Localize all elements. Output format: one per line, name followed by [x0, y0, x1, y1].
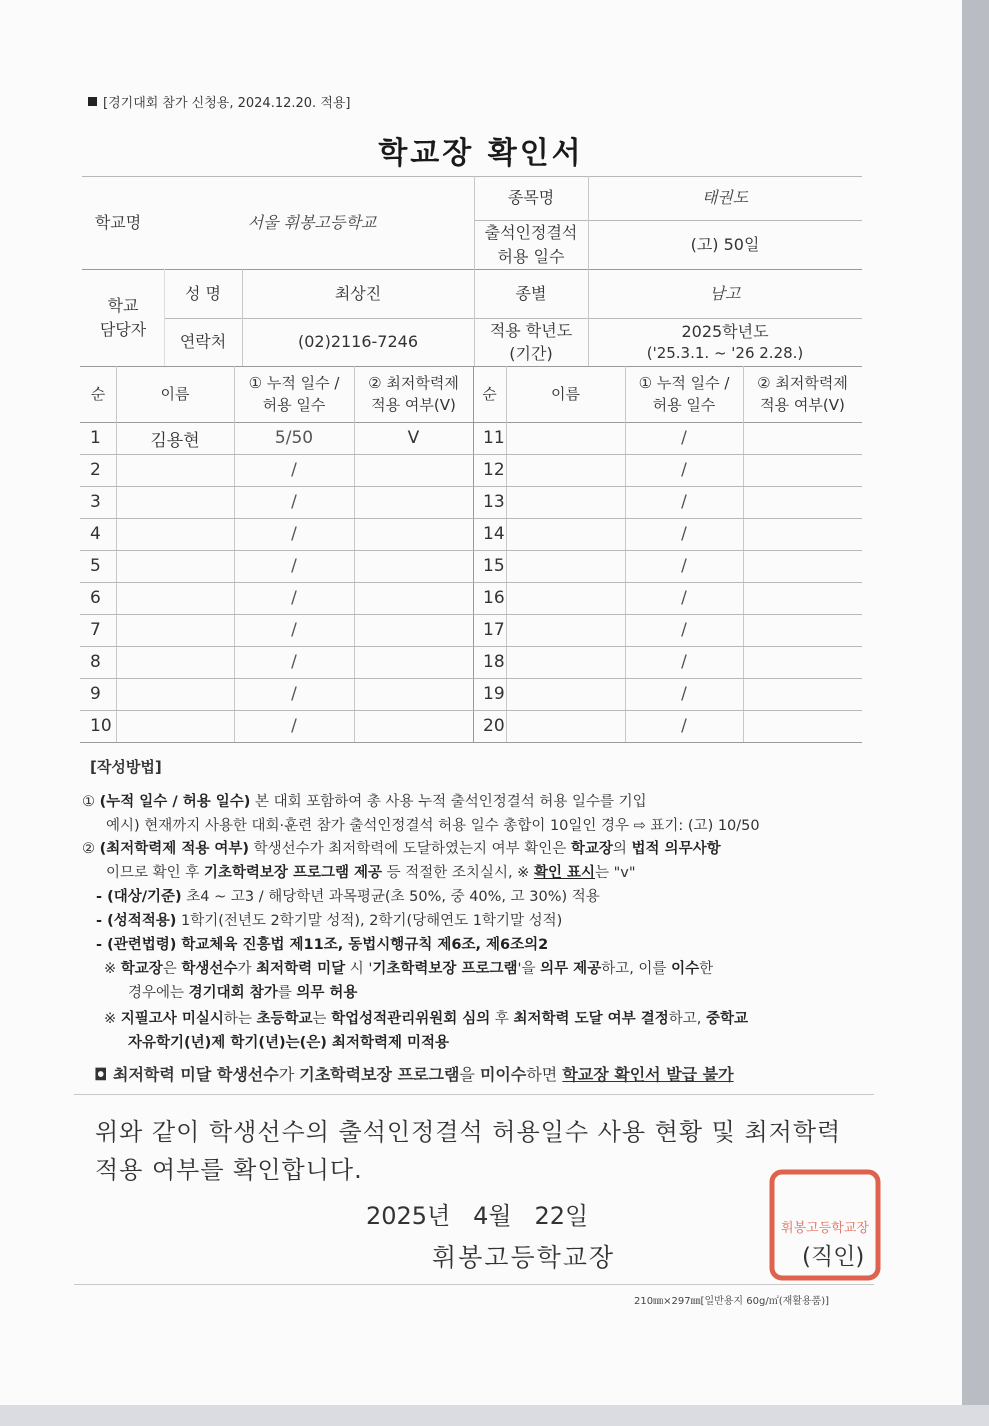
roster-left-row-name	[116, 614, 234, 646]
contact-value: (02)2116-7246	[297, 332, 419, 352]
roster-left-row-days: /	[291, 716, 297, 736]
year-value-line1: 2025학년도	[681, 321, 769, 341]
roster-right-row-no: 15	[483, 556, 505, 576]
header-min-line1: ② 최저학력제	[757, 373, 848, 392]
roster-right-row-days: /	[681, 684, 687, 704]
l8-k: 하고, 이를	[601, 961, 672, 977]
l8-e: 가	[237, 961, 257, 977]
roster-left-row-name	[116, 486, 234, 518]
l10-h: 최저학력 도달 여부 결정	[513, 1011, 669, 1027]
instruction-3-text-c: 의	[612, 841, 632, 857]
instruction-7-bold: - (관련법령) 학교체육 진흥법 제11조, 동법시행규칙 제6조, 제6조의2	[96, 937, 549, 953]
roster-right-row-days: /	[681, 620, 687, 640]
roster-right-row-no: 11	[483, 428, 505, 448]
l8-j: 의무 제공	[540, 961, 602, 977]
year-value	[588, 318, 862, 366]
l10-i: 하고,	[668, 1011, 706, 1027]
instruction-line-10	[104, 1007, 748, 1028]
roster-left-row-no: 10	[90, 716, 112, 736]
manager-label-line1: 학교	[107, 296, 139, 316]
header-note	[88, 92, 351, 111]
allowed-days-label-line1: 출석인정결석	[484, 223, 578, 243]
instruction-line-8	[104, 957, 713, 978]
allowed-days-label	[474, 220, 588, 269]
notice-line	[94, 1062, 734, 1085]
roster-left-row-name	[116, 678, 234, 710]
header-min-left	[354, 366, 473, 422]
roster-left-row-name	[116, 646, 234, 678]
instruction-line-2: 예시) 현재까지 사용한 대회·훈련 참가 출석인정결석 허용 일수 총합이 10일인 경우 ⇨ 표기: (고) 10/50	[106, 818, 760, 834]
roster-left-row-days: /	[291, 492, 297, 512]
student-roster-table	[80, 366, 862, 742]
roster-left-row-days: /	[291, 460, 297, 480]
l10-c: 하는	[223, 1011, 257, 1027]
page-edge-bottom	[0, 1405, 989, 1426]
instruction-line-4	[106, 861, 636, 882]
l8-i: '을	[517, 961, 541, 977]
roster-left-row-days: /	[291, 556, 297, 576]
l9-d: 의무 허용	[296, 985, 358, 1001]
roster-left-row-check	[354, 518, 473, 550]
allowed-days-label-line2: 허용 일수	[497, 246, 565, 266]
l9-a: 경우에는	[128, 985, 189, 1001]
instruction-4-text-e: 는 "v"	[595, 865, 636, 881]
roster-right-row-check	[743, 678, 862, 710]
header-no-left: 순	[90, 384, 106, 403]
l10-g: 후	[490, 1011, 514, 1027]
issue-date: 2025년 4월 22일	[366, 1202, 589, 1230]
roster-left-row-no: 1	[90, 428, 101, 448]
notice-e: 미이수	[479, 1065, 527, 1084]
school-name-label: 학교명	[94, 212, 142, 232]
instruction-line-1	[82, 790, 647, 811]
instruction-line-11	[128, 1031, 449, 1052]
principal-name: 휘봉고등학교장	[432, 1243, 616, 1272]
instruction-3-bold: (최저학력제 적용 여부)	[99, 841, 250, 857]
seal-label: (직인)	[802, 1244, 865, 1270]
instruction-4-bold-d: 확인 표시	[533, 865, 596, 881]
instruction-1-bold: (누적 일수 / 허용 일수)	[99, 794, 251, 810]
roster-left-row-no: 7	[90, 620, 101, 640]
notice-c: 기초학력보장 프로그램	[299, 1065, 460, 1084]
roster-left-row-check	[354, 678, 473, 710]
roster-left-row-no: 4	[90, 524, 101, 544]
roster-right-row-name	[506, 678, 625, 710]
roster-right-row-name	[506, 486, 625, 518]
roster-right-row-days: /	[681, 588, 687, 608]
l9-c: 를	[277, 985, 297, 1001]
seal-text: 휘봉고등학교장	[781, 1221, 869, 1236]
instruction-line-3	[82, 837, 721, 858]
roster-left-row-no: 5	[90, 556, 101, 576]
l9-b: 경기대회 참가	[188, 985, 278, 1001]
page-edge-right	[962, 0, 989, 1426]
roster-left-row-name: 김용현	[150, 430, 200, 451]
roster-right-row-check	[743, 486, 862, 518]
roster-right-row-check	[743, 422, 862, 454]
roster-right-row-name	[506, 422, 625, 454]
year-label-line2: (기간)	[509, 344, 553, 363]
instructions-heading: [작성방법]	[90, 758, 162, 776]
roster-left-row-name	[116, 454, 234, 486]
roster-left-row-days: /	[291, 652, 297, 672]
header-no-right: 순	[482, 384, 497, 403]
notice-b: 가	[278, 1065, 300, 1084]
header-days-line1: ① 누적 일수 /	[638, 373, 730, 392]
roster-left-row-days: /	[291, 524, 297, 544]
roster-left-row-no: 9	[90, 684, 101, 704]
instruction-line-6	[96, 909, 562, 930]
manager-label-line2: 담당자	[99, 319, 147, 339]
roster-right-row-name	[506, 582, 625, 614]
roster-right-row-no: 17	[483, 620, 505, 640]
roster-right-row-days: /	[681, 556, 687, 576]
l8-b: 학교장	[120, 961, 163, 977]
notice-f: 하면	[526, 1065, 563, 1084]
instruction-5-text: 초4 ~ 고3 / 해당학년 과목평균(초 50%, 중 40%, 고 30%) 적용	[181, 889, 600, 905]
header-min-line2: 적용 여부(V)	[760, 396, 845, 414]
l8-l: 이수	[671, 961, 700, 977]
type-label: 종별	[515, 283, 547, 303]
school-name-value: 서울 휘봉고등학교	[247, 212, 377, 232]
roster-right-row-name	[506, 710, 625, 742]
header-name-left: 이름	[160, 384, 190, 403]
header-min-right	[743, 366, 862, 422]
name-label: 성 명	[185, 283, 221, 303]
roster-right-row-no: 19	[483, 684, 505, 704]
roster-right-row-days: /	[681, 460, 687, 480]
header-days-line1: ① 누적 일수 /	[248, 373, 340, 392]
paper-spec: 210㎜×297㎜[일반용지 60g/㎡(재활용품)]	[634, 1296, 830, 1307]
roster-right-row-name	[506, 646, 625, 678]
instruction-line-5	[96, 885, 600, 906]
notice-g: 학교장 확인서 발급 불가	[562, 1065, 734, 1084]
roster-right-row-no: 13	[483, 492, 505, 512]
confirm-line-1: 위와 같이 학생선수의 출석인정결석 허용일수 사용 현황 및 최저학력	[95, 1118, 842, 1146]
year-label-line1: 적용 학년도	[489, 320, 573, 340]
document-title: 학교장 확인서	[378, 136, 584, 171]
roster-left-row-name	[116, 550, 234, 582]
checkbox-square-icon: ◘	[94, 1065, 114, 1084]
roster-right-row-name	[506, 454, 625, 486]
l8-d: 학생선수	[181, 961, 238, 977]
l10-f: 학업성적관리위원회 심의	[331, 1011, 491, 1027]
roster-right-row-days: /	[681, 428, 687, 448]
instruction-4-text-c: 등 적절한 조치실시, ※	[382, 865, 534, 881]
roster-left-row-check	[354, 646, 473, 678]
roster-right-row-no: 16	[483, 588, 505, 608]
notice-d: 을	[459, 1065, 480, 1084]
roster-left-row-check	[354, 486, 473, 518]
roster-right-row-check	[743, 454, 862, 486]
roster-right-row-days: /	[681, 652, 687, 672]
roster-left-row-check	[354, 454, 473, 486]
header-days-line2: 허용 일수	[652, 396, 716, 414]
l8-m: 한	[699, 961, 714, 977]
roster-left-row-name	[116, 518, 234, 550]
school-info-table	[82, 176, 862, 366]
roster-left-row-check	[354, 550, 473, 582]
header-name-right: 이름	[551, 384, 580, 403]
l11-text: 자유학기(년)제 학기(년)는(은) 최저학력제 미적용	[128, 1035, 450, 1051]
l10-a: ※	[104, 1011, 121, 1027]
header-min-line2: 적용 여부(V)	[371, 396, 456, 414]
roster-left-row-days: /	[291, 620, 297, 640]
roster-right-row-no: 20	[483, 716, 505, 736]
instruction-3-bold-b: 학교장	[570, 841, 613, 857]
header-note-text: [경기대회 참가 신청용, 2024.12.20. 적용]	[103, 96, 351, 111]
notice-a: 최저학력 미달 학생선수	[113, 1065, 279, 1084]
roster-left-row-no: 2	[90, 460, 101, 480]
roster-right-row-days: /	[681, 524, 687, 544]
instruction-4-bold-b: 기초학력보장 프로그램 제공	[203, 865, 383, 881]
l10-e: 는	[312, 1011, 332, 1027]
instruction-3-bold-d: 법적 의무사항	[631, 841, 721, 857]
roster-left-row-no: 3	[90, 492, 101, 512]
roster-right-row-check	[743, 710, 862, 742]
name-value: 최상진	[334, 283, 382, 303]
contact-label: 연락처	[179, 332, 227, 352]
instruction-6-bold: - (성적적용)	[96, 913, 177, 929]
roster-right-row-days: /	[681, 492, 687, 512]
roster-right-row-name	[506, 550, 625, 582]
header-min-line1: ② 최저학력제	[368, 373, 459, 392]
roster-right-row-check	[743, 582, 862, 614]
roster-right-row-name	[506, 614, 625, 646]
roster-right-row-check	[743, 550, 862, 582]
l8-g: 시 '	[345, 961, 373, 977]
confirm-line-2: 적용 여부를 확인합니다.	[95, 1156, 363, 1184]
instruction-4-text-a: 이므로 확인 후	[106, 865, 204, 881]
manager-label	[82, 269, 164, 366]
year-label	[474, 318, 588, 366]
roster-right-row-days: /	[681, 716, 687, 736]
l10-d: 초등학교	[256, 1011, 313, 1027]
instruction-line-7	[96, 933, 548, 954]
roster-left-row-days: /	[291, 588, 297, 608]
year-value-line2: ('25.3.1. ~ '26 2.28.)	[646, 343, 804, 362]
instruction-3-text-a: 학생선수가 최저학력에 도달하였는지 여부 확인은	[249, 841, 571, 857]
l8-a: ※	[104, 961, 121, 977]
roster-right-row-no: 12	[483, 460, 505, 480]
roster-left-row-check	[354, 614, 473, 646]
roster-left-row-check	[354, 710, 473, 742]
instruction-6-text: 1학기(전년도 2학기말 성적), 2학기(당해연도 1학기말 성적)	[176, 913, 563, 929]
roster-left-row-check: V	[407, 428, 420, 448]
sport-value: 태권도	[701, 188, 749, 208]
roster-right-row-no: 18	[483, 652, 505, 672]
instruction-line-9	[128, 981, 357, 1002]
circle-two-marker: ②	[82, 841, 95, 857]
roster-right-row-name	[506, 518, 625, 550]
sport-label: 종목명	[507, 188, 555, 208]
roster-right-row-no: 14	[483, 524, 505, 544]
l8-h: 기초학력보장 프로그램	[372, 961, 518, 977]
roster-right-row-check	[743, 518, 862, 550]
allowed-days-value: (고) 50일	[690, 234, 760, 254]
roster-left-row-no: 8	[90, 652, 101, 672]
instruction-1-text: 본 대회 포함하여 총 사용 누적 출석인정결석 허용 일수를 기입	[250, 794, 647, 810]
header-days-left	[234, 366, 354, 422]
bullet-square-icon	[88, 97, 97, 106]
roster-right-row-check	[743, 614, 862, 646]
roster-left-row-no: 6	[90, 588, 101, 608]
circle-one-marker: ①	[82, 794, 95, 810]
l10-b: 지필고사 미실시	[120, 1011, 224, 1027]
type-value: 남고	[709, 283, 741, 303]
instruction-5-bold: - (대상/기준)	[96, 889, 182, 905]
header-days-line2: 허용 일수	[262, 396, 326, 414]
roster-left-row-check	[354, 582, 473, 614]
roster-left-row-days: /	[291, 684, 297, 704]
l10-j: 중학교	[705, 1011, 748, 1027]
l8-f: 최저학력 미달	[256, 961, 346, 977]
roster-left-row-name	[116, 710, 234, 742]
header-days-right	[625, 366, 743, 422]
l8-c: 은	[162, 961, 182, 977]
roster-right-row-check	[743, 646, 862, 678]
roster-left-row-days: 5/50	[274, 428, 314, 448]
roster-left-row-name	[116, 582, 234, 614]
